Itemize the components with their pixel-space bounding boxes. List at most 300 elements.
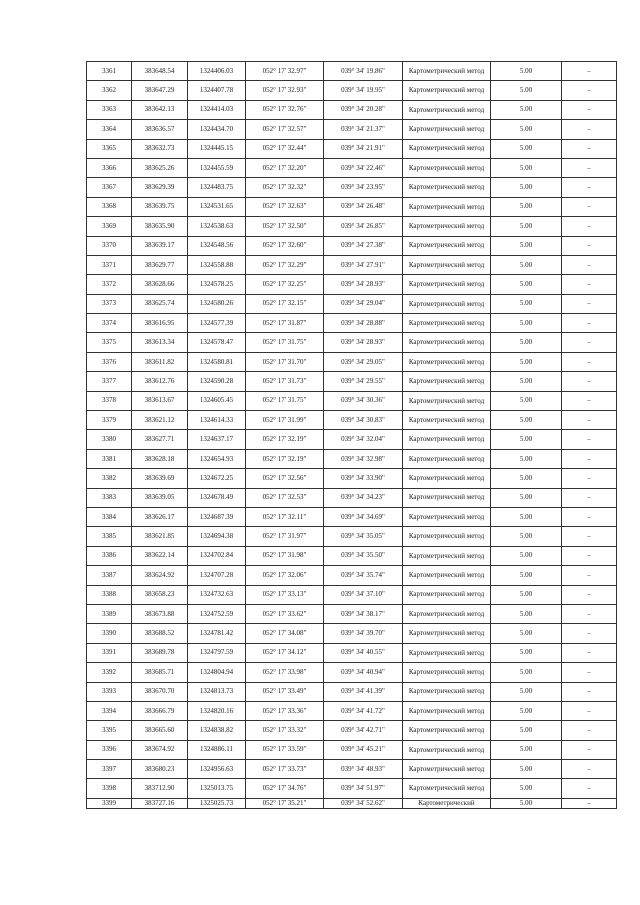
longitude-cell: 039° 34' 40.55": [324, 643, 403, 662]
y-coordinate-cell: 1324654.93: [188, 449, 246, 468]
y-coordinate-cell: 1324702.84: [188, 546, 246, 565]
method-cell: Картометрический метод: [403, 197, 491, 216]
table-row: [87, 701, 617, 720]
latitude-cell: 052° 17' 32.60": [246, 236, 324, 255]
table-row: [87, 624, 617, 643]
method-cell: Картометрический метод: [403, 372, 491, 391]
latitude-cell: 052° 17' 32.29": [246, 255, 324, 274]
note-cell: –: [562, 372, 617, 391]
latitude-cell: 052° 17' 31.73": [246, 372, 324, 391]
longitude-cell: 039° 34' 42.71": [324, 721, 403, 740]
y-coordinate-cell: 1324548.56: [188, 236, 246, 255]
longitude-cell: 039° 34' 48.93": [324, 760, 403, 779]
point-number-cell: 3391: [87, 643, 132, 662]
y-coordinate-cell: 1324694.38: [188, 527, 246, 546]
latitude-cell: 052° 17' 35.21": [246, 798, 324, 808]
x-coordinate-cell: 383665.60: [132, 721, 188, 740]
longitude-cell: 039° 34' 27.38": [324, 236, 403, 255]
x-coordinate-cell: 383616.95: [132, 314, 188, 333]
x-coordinate-cell: 383613.67: [132, 391, 188, 410]
latitude-cell: 052° 17' 32.57": [246, 120, 324, 139]
x-coordinate-cell: 383635.90: [132, 217, 188, 236]
x-coordinate-cell: 383612.76: [132, 372, 188, 391]
table-row: [87, 585, 617, 604]
note-cell: –: [562, 81, 617, 100]
note-cell: –: [562, 469, 617, 488]
accuracy-cell: 5.00: [491, 255, 562, 274]
note-cell: –: [562, 217, 617, 236]
accuracy-cell: 5.00: [491, 624, 562, 643]
y-coordinate-cell: 1324578.25: [188, 275, 246, 294]
note-cell: –: [562, 275, 617, 294]
y-coordinate-cell: 1324577.39: [188, 314, 246, 333]
x-coordinate-cell: 383648.54: [132, 62, 188, 81]
method-cell: Картометрический метод: [403, 255, 491, 274]
y-coordinate-cell: 1324580.81: [188, 352, 246, 371]
method-cell: Картометрический метод: [403, 604, 491, 623]
longitude-cell: 039° 34' 39.70": [324, 624, 403, 643]
accuracy-cell: 5.00: [491, 236, 562, 255]
y-coordinate-cell: 1324732.63: [188, 585, 246, 604]
method-cell: Картометрический метод: [403, 624, 491, 643]
longitude-cell: 039° 34' 35.50": [324, 546, 403, 565]
table-row: [87, 740, 617, 759]
note-cell: –: [562, 333, 617, 352]
latitude-cell: 052° 17' 31.99": [246, 411, 324, 430]
x-coordinate-cell: 383674.92: [132, 740, 188, 759]
point-number-cell: 3364: [87, 120, 132, 139]
latitude-cell: 052° 17' 32.53": [246, 488, 324, 507]
longitude-cell: 039° 34' 29.55": [324, 372, 403, 391]
x-coordinate-cell: 383626.17: [132, 507, 188, 526]
note-cell: –: [562, 585, 617, 604]
accuracy-cell: 5.00: [491, 527, 562, 546]
latitude-cell: 052° 17' 32.19": [246, 430, 324, 449]
table-row: [87, 100, 617, 119]
x-coordinate-cell: 383625.26: [132, 158, 188, 177]
y-coordinate-cell: 1325025.73: [188, 798, 246, 808]
x-coordinate-cell: 383639.17: [132, 236, 188, 255]
x-coordinate-cell: 383636.57: [132, 120, 188, 139]
longitude-cell: 039° 34' 19.95": [324, 81, 403, 100]
table-row: [87, 682, 617, 701]
table-row: [87, 158, 617, 177]
table-row: [87, 449, 617, 468]
x-coordinate-cell: 383627.71: [132, 430, 188, 449]
point-number-cell: 3397: [87, 760, 132, 779]
accuracy-cell: 5.00: [491, 643, 562, 662]
y-coordinate-cell: 1324538.63: [188, 217, 246, 236]
longitude-cell: 039° 34' 22.46": [324, 158, 403, 177]
table-row: [87, 663, 617, 682]
note-cell: –: [562, 682, 617, 701]
longitude-cell: 039° 34' 21.37": [324, 120, 403, 139]
longitude-cell: 039° 34' 21.91": [324, 139, 403, 158]
latitude-cell: 052° 17' 31.97": [246, 527, 324, 546]
table-row: [87, 566, 617, 585]
note-cell: –: [562, 624, 617, 643]
accuracy-cell: 5.00: [491, 100, 562, 119]
x-coordinate-cell: 383642.13: [132, 100, 188, 119]
table-row: [87, 314, 617, 333]
note-cell: –: [562, 62, 617, 81]
longitude-cell: 039° 34' 32.04": [324, 430, 403, 449]
accuracy-cell: 5.00: [491, 81, 562, 100]
x-coordinate-cell: 383629.77: [132, 255, 188, 274]
point-number-cell: 3361: [87, 62, 132, 81]
accuracy-cell: 5.00: [491, 275, 562, 294]
x-coordinate-cell: 383685.71: [132, 663, 188, 682]
y-coordinate-cell: 1324687.39: [188, 507, 246, 526]
point-number-cell: 3373: [87, 294, 132, 313]
longitude-cell: 039° 34' 52.62": [324, 798, 403, 808]
accuracy-cell: 5.00: [491, 139, 562, 158]
x-coordinate-cell: 383632.73: [132, 139, 188, 158]
longitude-cell: 039° 34' 26.85": [324, 217, 403, 236]
note-cell: –: [562, 546, 617, 565]
note-cell: –: [562, 488, 617, 507]
latitude-cell: 052° 17' 33.36": [246, 701, 324, 720]
longitude-cell: 039° 34' 34.69": [324, 507, 403, 526]
table-row: [87, 197, 617, 216]
method-cell: Картометрический метод: [403, 120, 491, 139]
note-cell: –: [562, 352, 617, 371]
table-row: [87, 760, 617, 779]
document-page: [86, 61, 617, 809]
method-cell: Картометрический метод: [403, 469, 491, 488]
table-body: [87, 62, 617, 809]
y-coordinate-cell: 1324672.25: [188, 469, 246, 488]
x-coordinate-cell: 383624.92: [132, 566, 188, 585]
point-number-cell: 3384: [87, 507, 132, 526]
x-coordinate-cell: 383727.16: [132, 798, 188, 808]
y-coordinate-cell: 1325013.75: [188, 779, 246, 798]
latitude-cell: 052° 17' 32.32": [246, 178, 324, 197]
longitude-cell: 039° 34' 28.93": [324, 333, 403, 352]
accuracy-cell: 5.00: [491, 663, 562, 682]
note-cell: –: [562, 643, 617, 662]
accuracy-cell: 5.00: [491, 449, 562, 468]
note-cell: –: [562, 411, 617, 430]
point-number-cell: 3369: [87, 217, 132, 236]
latitude-cell: 052° 17' 33.49": [246, 682, 324, 701]
method-cell: Картометрический метод: [403, 62, 491, 81]
point-number-cell: 3393: [87, 682, 132, 701]
accuracy-cell: 5.00: [491, 507, 562, 526]
accuracy-cell: 5.00: [491, 760, 562, 779]
method-cell: Картометрический метод: [403, 566, 491, 585]
latitude-cell: 052° 17' 34.08": [246, 624, 324, 643]
accuracy-cell: 5.00: [491, 721, 562, 740]
method-cell: Картометрический метод: [403, 333, 491, 352]
longitude-cell: 039° 34' 30.83": [324, 411, 403, 430]
x-coordinate-cell: 383639.05: [132, 488, 188, 507]
table-row: [87, 81, 617, 100]
accuracy-cell: 5.00: [491, 352, 562, 371]
point-number-cell: 3390: [87, 624, 132, 643]
coordinates-table: [86, 61, 617, 809]
point-number-cell: 3386: [87, 546, 132, 565]
table-row: [87, 430, 617, 449]
method-cell: Картометрический метод: [403, 275, 491, 294]
x-coordinate-cell: 383680.23: [132, 760, 188, 779]
point-number-cell: 3389: [87, 604, 132, 623]
point-number-cell: 3376: [87, 352, 132, 371]
longitude-cell: 039° 34' 37.10": [324, 585, 403, 604]
longitude-cell: 039° 34' 35.74": [324, 566, 403, 585]
point-number-cell: 3371: [87, 255, 132, 274]
y-coordinate-cell: 1324614.33: [188, 411, 246, 430]
method-cell: Картометрический метод: [403, 391, 491, 410]
method-cell: Картометрический метод: [403, 430, 491, 449]
point-number-cell: 3375: [87, 333, 132, 352]
x-coordinate-cell: 383666.79: [132, 701, 188, 720]
accuracy-cell: 5.00: [491, 469, 562, 488]
accuracy-cell: 5.00: [491, 391, 562, 410]
longitude-cell: 039° 34' 38.17": [324, 604, 403, 623]
y-coordinate-cell: 1324590.28: [188, 372, 246, 391]
table-row: [87, 779, 617, 798]
x-coordinate-cell: 383670.70: [132, 682, 188, 701]
point-number-cell: 3367: [87, 178, 132, 197]
table-row: [87, 411, 617, 430]
method-cell: Картометрический метод: [403, 411, 491, 430]
x-coordinate-cell: 383621.12: [132, 411, 188, 430]
table-row: [87, 62, 617, 81]
table-row: [87, 798, 617, 808]
y-coordinate-cell: 1324752.59: [188, 604, 246, 623]
y-coordinate-cell: 1324804.94: [188, 663, 246, 682]
latitude-cell: 052° 17' 33.13": [246, 585, 324, 604]
accuracy-cell: 5.00: [491, 798, 562, 808]
point-number-cell: 3399: [87, 798, 132, 808]
note-cell: –: [562, 740, 617, 759]
longitude-cell: 039° 34' 41.72": [324, 701, 403, 720]
accuracy-cell: 5.00: [491, 779, 562, 798]
x-coordinate-cell: 383688.52: [132, 624, 188, 643]
table-row: [87, 255, 617, 274]
note-cell: –: [562, 120, 617, 139]
latitude-cell: 052° 17' 32.63": [246, 197, 324, 216]
y-coordinate-cell: 1324455.59: [188, 158, 246, 177]
longitude-cell: 039° 34' 41.39": [324, 682, 403, 701]
x-coordinate-cell: 383639.69: [132, 469, 188, 488]
note-cell: –: [562, 158, 617, 177]
y-coordinate-cell: 1324956.63: [188, 760, 246, 779]
table-row: [87, 527, 617, 546]
latitude-cell: 052° 17' 31.75": [246, 333, 324, 352]
table-row: [87, 236, 617, 255]
method-cell: Картометрический метод: [403, 701, 491, 720]
note-cell: –: [562, 236, 617, 255]
table-row: [87, 372, 617, 391]
method-cell: Картометрический метод: [403, 663, 491, 682]
latitude-cell: 052° 17' 31.87": [246, 314, 324, 333]
method-cell: Картометрический метод: [403, 217, 491, 236]
method-cell: Картометрический метод: [403, 139, 491, 158]
latitude-cell: 052° 17' 33.98": [246, 663, 324, 682]
y-coordinate-cell: 1324605.45: [188, 391, 246, 410]
method-cell: Картометрический метод: [403, 81, 491, 100]
accuracy-cell: 5.00: [491, 158, 562, 177]
point-number-cell: 3366: [87, 158, 132, 177]
y-coordinate-cell: 1324407.78: [188, 81, 246, 100]
method-cell: Картометрический метод: [403, 100, 491, 119]
accuracy-cell: 5.00: [491, 430, 562, 449]
point-number-cell: 3394: [87, 701, 132, 720]
point-number-cell: 3381: [87, 449, 132, 468]
longitude-cell: 039° 34' 30.36": [324, 391, 403, 410]
table-row: [87, 294, 617, 313]
x-coordinate-cell: 383628.66: [132, 275, 188, 294]
accuracy-cell: 5.00: [491, 701, 562, 720]
x-coordinate-cell: 383611.82: [132, 352, 188, 371]
longitude-cell: 039° 34' 35.05": [324, 527, 403, 546]
accuracy-cell: 5.00: [491, 604, 562, 623]
method-cell: Картометрический метод: [403, 178, 491, 197]
point-number-cell: 3382: [87, 469, 132, 488]
point-number-cell: 3377: [87, 372, 132, 391]
table-row: [87, 391, 617, 410]
note-cell: –: [562, 507, 617, 526]
accuracy-cell: 5.00: [491, 314, 562, 333]
longitude-cell: 039° 34' 34.23": [324, 488, 403, 507]
accuracy-cell: 5.00: [491, 178, 562, 197]
y-coordinate-cell: 1324578.47: [188, 333, 246, 352]
table-row: [87, 139, 617, 158]
point-number-cell: 3365: [87, 139, 132, 158]
x-coordinate-cell: 383621.85: [132, 527, 188, 546]
note-cell: –: [562, 391, 617, 410]
latitude-cell: 052° 17' 34.12": [246, 643, 324, 662]
method-cell: Картометрический метод: [403, 760, 491, 779]
y-coordinate-cell: 1324678.49: [188, 488, 246, 507]
accuracy-cell: 5.00: [491, 411, 562, 430]
note-cell: –: [562, 197, 617, 216]
latitude-cell: 052° 17' 34.76": [246, 779, 324, 798]
longitude-cell: 039° 34' 29.04": [324, 294, 403, 313]
note-cell: –: [562, 314, 617, 333]
table-row: [87, 721, 617, 740]
note-cell: –: [562, 798, 617, 808]
y-coordinate-cell: 1324637.17: [188, 430, 246, 449]
note-cell: –: [562, 604, 617, 623]
longitude-cell: 039° 34' 51.97": [324, 779, 403, 798]
note-cell: –: [562, 100, 617, 119]
latitude-cell: 052° 17' 33.59": [246, 740, 324, 759]
accuracy-cell: 5.00: [491, 372, 562, 391]
y-coordinate-cell: 1324820.16: [188, 701, 246, 720]
y-coordinate-cell: 1324406.03: [188, 62, 246, 81]
latitude-cell: 052° 17' 32.20": [246, 158, 324, 177]
latitude-cell: 052° 17' 31.98": [246, 546, 324, 565]
y-coordinate-cell: 1324580.26: [188, 294, 246, 313]
latitude-cell: 052° 17' 32.97": [246, 62, 324, 81]
y-coordinate-cell: 1324558.88: [188, 255, 246, 274]
point-number-cell: 3379: [87, 411, 132, 430]
y-coordinate-cell: 1324445.15: [188, 139, 246, 158]
table-row: [87, 352, 617, 371]
longitude-cell: 039° 34' 29.05": [324, 352, 403, 371]
point-number-cell: 3368: [87, 197, 132, 216]
point-number-cell: 3388: [87, 585, 132, 604]
point-number-cell: 3395: [87, 721, 132, 740]
latitude-cell: 052° 17' 32.15": [246, 294, 324, 313]
method-cell: Картометрический метод: [403, 585, 491, 604]
accuracy-cell: 5.00: [491, 217, 562, 236]
table-row: [87, 546, 617, 565]
table-row: [87, 488, 617, 507]
longitude-cell: 039° 34' 23.95": [324, 178, 403, 197]
latitude-cell: 052° 17' 32.19": [246, 449, 324, 468]
note-cell: –: [562, 294, 617, 313]
y-coordinate-cell: 1324434.70: [188, 120, 246, 139]
note-cell: –: [562, 663, 617, 682]
point-number-cell: 3363: [87, 100, 132, 119]
latitude-cell: 052° 17' 32.06": [246, 566, 324, 585]
y-coordinate-cell: 1324781.42: [188, 624, 246, 643]
y-coordinate-cell: 1324707.28: [188, 566, 246, 585]
y-coordinate-cell: 1324797.59: [188, 643, 246, 662]
latitude-cell: 052° 17' 32.11": [246, 507, 324, 526]
method-cell: Картометрический метод: [403, 546, 491, 565]
y-coordinate-cell: 1324483.75: [188, 178, 246, 197]
table-row: [87, 275, 617, 294]
x-coordinate-cell: 383673.88: [132, 604, 188, 623]
accuracy-cell: 5.00: [491, 546, 562, 565]
accuracy-cell: 5.00: [491, 488, 562, 507]
note-cell: –: [562, 779, 617, 798]
method-cell: Картометрический метод: [403, 643, 491, 662]
table-row: [87, 120, 617, 139]
accuracy-cell: 5.00: [491, 585, 562, 604]
point-number-cell: 3362: [87, 81, 132, 100]
y-coordinate-cell: 1324886.11: [188, 740, 246, 759]
accuracy-cell: 5.00: [491, 197, 562, 216]
note-cell: –: [562, 566, 617, 585]
accuracy-cell: 5.00: [491, 294, 562, 313]
y-coordinate-cell: 1324531.65: [188, 197, 246, 216]
x-coordinate-cell: 383712.90: [132, 779, 188, 798]
point-number-cell: 3387: [87, 566, 132, 585]
method-cell: Картометрический: [403, 798, 491, 808]
note-cell: –: [562, 527, 617, 546]
latitude-cell: 052° 17' 32.93": [246, 81, 324, 100]
latitude-cell: 052° 17' 32.44": [246, 139, 324, 158]
note-cell: –: [562, 178, 617, 197]
point-number-cell: 3370: [87, 236, 132, 255]
method-cell: Картометрический метод: [403, 236, 491, 255]
y-coordinate-cell: 1324813.73: [188, 682, 246, 701]
method-cell: Картометрический метод: [403, 507, 491, 526]
table-row: [87, 178, 617, 197]
table-row: [87, 217, 617, 236]
point-number-cell: 3378: [87, 391, 132, 410]
method-cell: Картометрический метод: [403, 721, 491, 740]
accuracy-cell: 5.00: [491, 120, 562, 139]
note-cell: –: [562, 760, 617, 779]
point-number-cell: 3383: [87, 488, 132, 507]
method-cell: Картометрический метод: [403, 527, 491, 546]
point-number-cell: 3380: [87, 430, 132, 449]
x-coordinate-cell: 383613.34: [132, 333, 188, 352]
note-cell: –: [562, 721, 617, 740]
x-coordinate-cell: 383628.18: [132, 449, 188, 468]
table-row: [87, 507, 617, 526]
method-cell: Картометрический метод: [403, 314, 491, 333]
latitude-cell: 052° 17' 33.73": [246, 760, 324, 779]
y-coordinate-cell: 1324838.82: [188, 721, 246, 740]
